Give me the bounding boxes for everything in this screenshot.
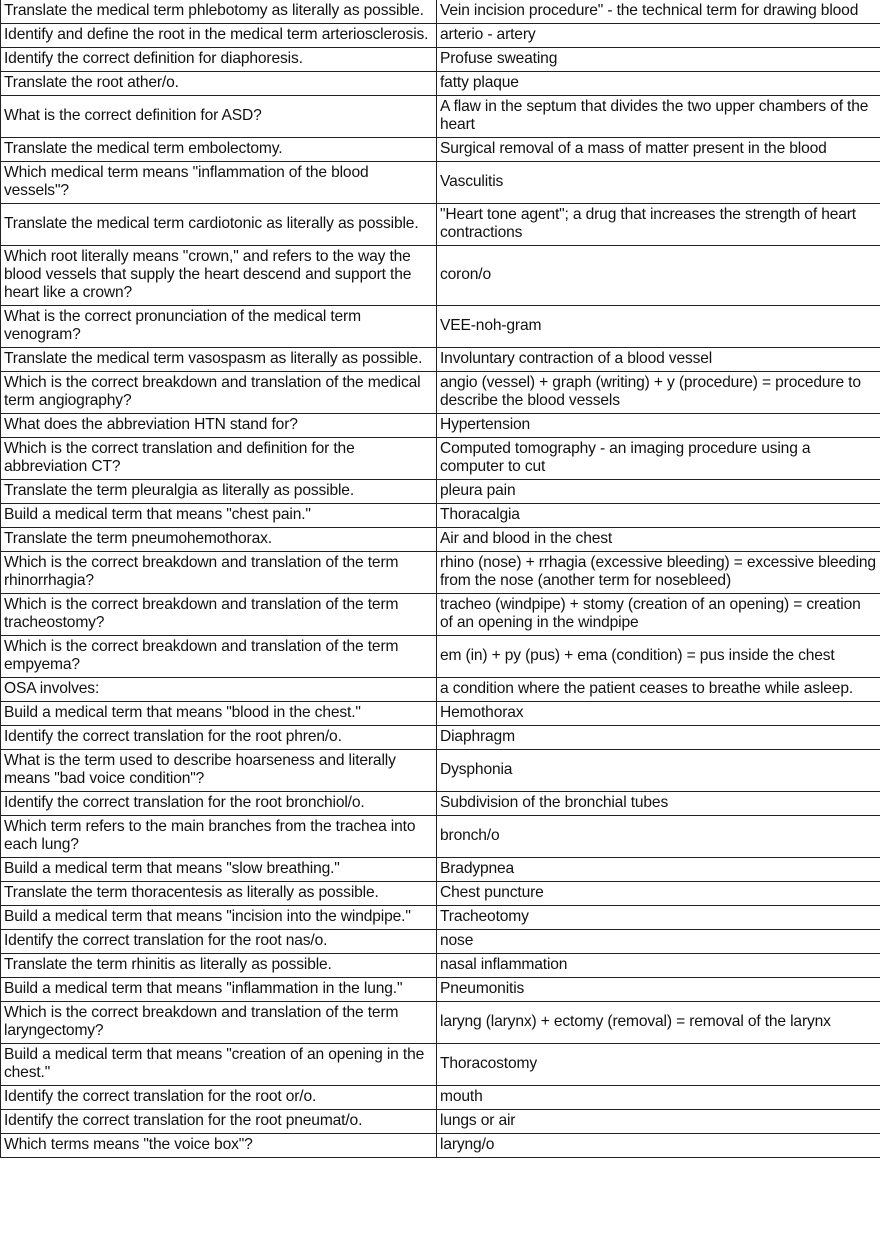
table-row (1, 1044, 880, 1086)
answer-cell: "Heart tone agent"; a drug that increases the strength of heart contractions (437, 204, 880, 246)
question-cell: Which is the correct breakdown and translation of the term laryngectomy? (1, 1002, 437, 1044)
question-cell: Identify the correct translation for the root bronchiol/o. (1, 792, 437, 816)
table-row (1, 594, 880, 636)
answer-cell: fatty plaque (437, 72, 880, 96)
answer-cell: em (in) + py (pus) + ema (condition) = pus inside the chest (437, 636, 880, 678)
answer-cell: bronch/o (437, 816, 880, 858)
table-row (1, 678, 880, 702)
answer-cell: Surgical removal of a mass of matter present in the blood (437, 138, 880, 162)
answer-cell: arterio - artery (437, 24, 880, 48)
answer-cell: pleura pain (437, 480, 880, 504)
table-row (1, 858, 880, 882)
question-cell: Translate the term pneumohemothorax. (1, 528, 437, 552)
table-row (1, 72, 880, 96)
answer-cell: Hemothorax (437, 702, 880, 726)
table-row (1, 882, 880, 906)
table-row (1, 816, 880, 858)
answer-cell: angio (vessel) + graph (writing) + y (procedure) = procedure to describe the blood vessels (437, 372, 880, 414)
answer-cell: a condition where the patient ceases to breathe while asleep. (437, 678, 880, 702)
answer-cell: Air and blood in the chest (437, 528, 880, 552)
table-row (1, 978, 880, 1002)
answer-cell: Hypertension (437, 414, 880, 438)
question-cell: Translate the term pleuralgia as literally as possible. (1, 480, 437, 504)
table-row (1, 1110, 880, 1134)
question-cell: Identify and define the root in the medical term arteriosclerosis. (1, 24, 437, 48)
table-row (1, 552, 880, 594)
answer-cell: nose (437, 930, 880, 954)
question-cell: Which is the correct breakdown and translation of the term rhinorrhagia? (1, 552, 437, 594)
table-row (1, 636, 880, 678)
question-cell: Build a medical term that means "chest pain." (1, 504, 437, 528)
question-cell: Build a medical term that means "inflammation in the lung." (1, 978, 437, 1002)
answer-cell: VEE-noh-gram (437, 306, 880, 348)
answer-cell: Bradypnea (437, 858, 880, 882)
answer-cell: laryng/o (437, 1134, 880, 1158)
table-row (1, 1086, 880, 1110)
question-cell: Identify the correct translation for the root nas/o. (1, 930, 437, 954)
answer-cell: Vein incision procedure" - the technical term for drawing blood (437, 0, 880, 24)
answer-cell: Thoracalgia (437, 504, 880, 528)
table-row (1, 24, 880, 48)
question-cell: Build a medical term that means "slow breathing." (1, 858, 437, 882)
table-row (1, 930, 880, 954)
table-row (1, 504, 880, 528)
question-cell: Translate the term rhinitis as literally as possible. (1, 954, 437, 978)
question-cell: Which term refers to the main branches from the trachea into each lung? (1, 816, 437, 858)
table-row (1, 1002, 880, 1044)
answer-cell: Diaphragm (437, 726, 880, 750)
answer-cell: Profuse sweating (437, 48, 880, 72)
answer-cell: laryng (larynx) + ectomy (removal) = removal of the larynx (437, 1002, 880, 1044)
answer-cell: Vasculitis (437, 162, 880, 204)
question-cell: Which root literally means "crown," and refers to the way the blood vessels that supply the heart descend and support the heart like a crown? (1, 246, 437, 306)
table-row (1, 0, 880, 24)
question-cell: Translate the medical term vasospasm as literally as possible. (1, 348, 437, 372)
question-cell: What does the abbreviation HTN stand for? (1, 414, 437, 438)
answer-cell: Dysphonia (437, 750, 880, 792)
table-row (1, 702, 880, 726)
question-cell: Build a medical term that means "creation of an opening in the chest." (1, 1044, 437, 1086)
question-cell: Translate the term thoracentesis as literally as possible. (1, 882, 437, 906)
answer-cell: Subdivision of the bronchial tubes (437, 792, 880, 816)
table-row (1, 138, 880, 162)
answer-cell: Computed tomography - an imaging procedure using a computer to cut (437, 438, 880, 480)
question-cell: What is the term used to describe hoarseness and literally means "bad voice condition"? (1, 750, 437, 792)
question-cell: What is the correct definition for ASD? (1, 96, 437, 138)
question-cell: Translate the medical term embolectomy. (1, 138, 437, 162)
table-row (1, 1134, 880, 1158)
table-row (1, 750, 880, 792)
answer-cell: Thoracostomy (437, 1044, 880, 1086)
answer-cell: A flaw in the septum that divides the two upper chambers of the heart (437, 96, 880, 138)
table-row (1, 438, 880, 480)
question-cell: Which terms means "the voice box"? (1, 1134, 437, 1158)
answer-cell: mouth (437, 1086, 880, 1110)
answer-cell: lungs or air (437, 1110, 880, 1134)
answer-cell: Pneumonitis (437, 978, 880, 1002)
table-body (1, 0, 880, 1158)
question-cell: Translate the medical term cardiotonic as literally as possible. (1, 204, 437, 246)
question-cell: Which is the correct breakdown and translation of the term tracheostomy? (1, 594, 437, 636)
answer-cell: Chest puncture (437, 882, 880, 906)
question-cell: OSA involves: (1, 678, 437, 702)
table-row (1, 204, 880, 246)
answer-cell: tracheo (windpipe) + stomy (creation of an opening) = creation of an opening in the windpipe (437, 594, 880, 636)
answer-cell: Tracheotomy (437, 906, 880, 930)
answer-cell: Involuntary contraction of a blood vessel (437, 348, 880, 372)
table-row (1, 414, 880, 438)
table-row (1, 792, 880, 816)
table-row (1, 306, 880, 348)
question-cell: Build a medical term that means "blood in the chest." (1, 702, 437, 726)
table-row (1, 348, 880, 372)
table-row (1, 906, 880, 930)
question-cell: Translate the medical term phlebotomy as literally as possible. (1, 0, 437, 24)
question-cell: Identify the correct translation for the root pneumat/o. (1, 1110, 437, 1134)
table-row (1, 528, 880, 552)
table-row (1, 246, 880, 306)
question-cell: Identify the correct translation for the root phren/o. (1, 726, 437, 750)
table-row (1, 726, 880, 750)
question-cell: Build a medical term that means "incision into the windpipe." (1, 906, 437, 930)
question-cell: Which is the correct breakdown and translation of the term empyema? (1, 636, 437, 678)
question-cell: Which is the correct translation and definition for the abbreviation CT? (1, 438, 437, 480)
table-row (1, 372, 880, 414)
question-cell: Translate the root ather/o. (1, 72, 437, 96)
answer-cell: coron/o (437, 246, 880, 306)
table-row (1, 954, 880, 978)
question-cell: Which is the correct breakdown and translation of the medical term angiography? (1, 372, 437, 414)
question-cell: What is the correct pronunciation of the medical term venogram? (1, 306, 437, 348)
question-cell: Which medical term means "inflammation of the blood vessels"? (1, 162, 437, 204)
table-row (1, 480, 880, 504)
table-row (1, 162, 880, 204)
question-cell: Identify the correct definition for diaphoresis. (1, 48, 437, 72)
answer-cell: rhino (nose) + rrhagia (excessive bleeding) = excessive bleeding from the nose (another term for nosebleed) (437, 552, 880, 594)
answer-cell: nasal inflammation (437, 954, 880, 978)
table-row (1, 48, 880, 72)
table-row (1, 96, 880, 138)
question-cell: Identify the correct translation for the root or/o. (1, 1086, 437, 1110)
